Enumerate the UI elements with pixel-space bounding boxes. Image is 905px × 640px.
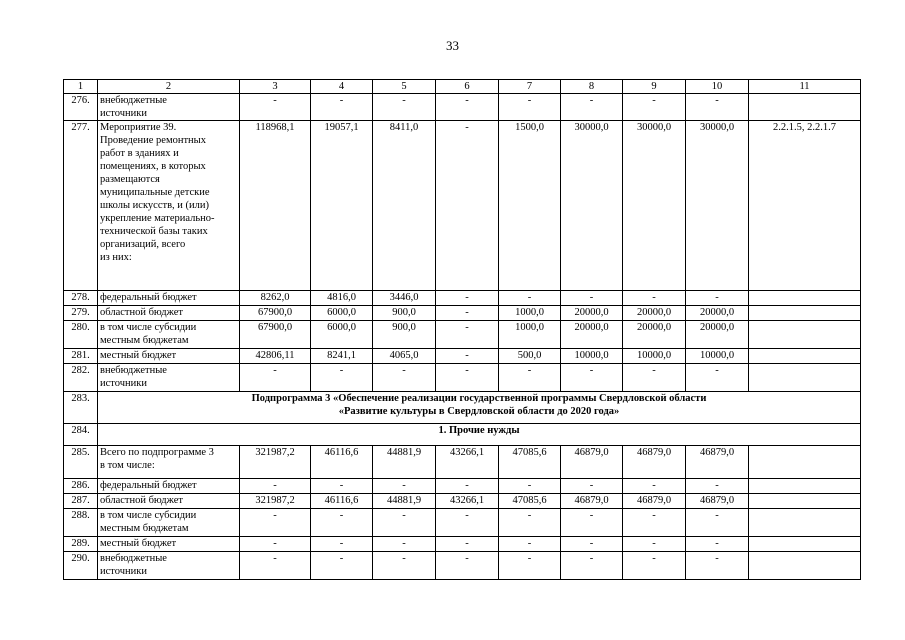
row-label: внебюджетные источники — [98, 94, 240, 121]
table-row — [64, 509, 861, 537]
row-number: 287. — [64, 494, 98, 509]
value-cell: - — [686, 537, 749, 552]
value-cell: 900,0 — [373, 306, 436, 321]
value-cell: 6000,0 — [311, 321, 373, 349]
value-cell: 44881,9 — [373, 494, 436, 509]
column-header: 4 — [311, 80, 373, 94]
value-cell: - — [499, 291, 561, 306]
value-cell: - — [436, 94, 499, 121]
value-cell: - — [436, 552, 499, 580]
value-cell: 20000,0 — [686, 306, 749, 321]
value-cell: - — [240, 552, 311, 580]
row-number: 283. — [64, 392, 98, 424]
value-cell: 3446,0 — [373, 291, 436, 306]
target-ref-cell — [749, 291, 861, 306]
column-header: 2 — [98, 80, 240, 94]
value-cell: 1000,0 — [499, 321, 561, 349]
value-cell: - — [436, 321, 499, 349]
target-ref-cell: 2.2.1.5, 2.2.1.7 — [749, 121, 861, 291]
row-label: местный бюджет — [98, 537, 240, 552]
value-cell: - — [311, 537, 373, 552]
value-cell: - — [623, 509, 686, 537]
column-header: 5 — [373, 80, 436, 94]
target-ref-cell — [749, 537, 861, 552]
value-cell: 46879,0 — [561, 446, 623, 479]
row-label: внебюджетные источники — [98, 364, 240, 392]
value-cell: - — [499, 364, 561, 392]
row-number: 278. — [64, 291, 98, 306]
value-cell: - — [436, 509, 499, 537]
value-cell: - — [373, 537, 436, 552]
value-cell: - — [436, 364, 499, 392]
row-number: 279. — [64, 306, 98, 321]
value-cell: - — [311, 509, 373, 537]
value-cell: - — [561, 537, 623, 552]
value-cell: 20000,0 — [623, 306, 686, 321]
table-row — [64, 94, 861, 121]
value-cell: 46879,0 — [561, 494, 623, 509]
value-cell: - — [373, 552, 436, 580]
section-title-row — [64, 392, 861, 424]
value-cell: 1000,0 — [499, 306, 561, 321]
value-cell: - — [436, 537, 499, 552]
value-cell: - — [240, 364, 311, 392]
row-number: 288. — [64, 509, 98, 537]
value-cell: - — [499, 94, 561, 121]
target-ref-cell — [749, 479, 861, 494]
value-cell: 20000,0 — [686, 321, 749, 349]
value-cell: 10000,0 — [686, 349, 749, 364]
value-cell: 6000,0 — [311, 306, 373, 321]
section-title: 1. Прочие нужды — [98, 424, 861, 446]
value-cell: 46879,0 — [623, 446, 686, 479]
page-number: 33 — [446, 38, 459, 53]
value-cell: 30000,0 — [623, 121, 686, 291]
row-label: областной бюджет — [98, 494, 240, 509]
value-cell: - — [686, 509, 749, 537]
value-cell: 8411,0 — [373, 121, 436, 291]
row-number: 285. — [64, 446, 98, 479]
value-cell: 118968,1 — [240, 121, 311, 291]
value-cell: - — [373, 94, 436, 121]
value-cell: 10000,0 — [623, 349, 686, 364]
value-cell: - — [240, 479, 311, 494]
value-cell: 8262,0 — [240, 291, 311, 306]
value-cell: 43266,1 — [436, 446, 499, 479]
target-ref-cell — [749, 552, 861, 580]
row-label: Мероприятие 39. Проведение ремонтных работ в зданиях и помещениях, в которых размещаются муниципальные детские школы искусств, и (или) укрепление материально- технической базы таких организаций, всего из них: — [98, 121, 240, 291]
table-row — [64, 291, 861, 306]
value-cell: - — [623, 364, 686, 392]
value-cell: 46116,6 — [311, 446, 373, 479]
row-label: внебюджетные источники — [98, 552, 240, 580]
value-cell: 42806,11 — [240, 349, 311, 364]
value-cell: 30000,0 — [561, 121, 623, 291]
value-cell: - — [499, 537, 561, 552]
table-row — [64, 306, 861, 321]
value-cell: 10000,0 — [561, 349, 623, 364]
column-header-row — [64, 80, 861, 94]
value-cell: - — [561, 552, 623, 580]
target-ref-cell — [749, 446, 861, 479]
value-cell: - — [436, 121, 499, 291]
target-ref-cell — [749, 94, 861, 121]
value-cell: 20000,0 — [561, 306, 623, 321]
row-number: 282. — [64, 364, 98, 392]
value-cell: - — [561, 291, 623, 306]
value-cell: 46116,6 — [311, 494, 373, 509]
value-cell: 43266,1 — [436, 494, 499, 509]
value-cell: 1500,0 — [499, 121, 561, 291]
value-cell: - — [623, 94, 686, 121]
value-cell: - — [623, 479, 686, 494]
table-row — [64, 552, 861, 580]
table-row — [64, 321, 861, 349]
value-cell: 20000,0 — [623, 321, 686, 349]
value-cell: - — [561, 94, 623, 121]
row-label: в том числе субсидии местным бюджетам — [98, 509, 240, 537]
target-ref-cell — [749, 509, 861, 537]
target-ref-cell — [749, 364, 861, 392]
value-cell: 19057,1 — [311, 121, 373, 291]
value-cell: - — [499, 509, 561, 537]
row-label: местный бюджет — [98, 349, 240, 364]
table-row — [64, 446, 861, 479]
table-row — [64, 349, 861, 364]
table-row — [64, 121, 861, 291]
column-header: 9 — [623, 80, 686, 94]
value-cell: - — [561, 364, 623, 392]
value-cell: - — [686, 364, 749, 392]
row-label: федеральный бюджет — [98, 479, 240, 494]
target-ref-cell — [749, 494, 861, 509]
value-cell: 46879,0 — [686, 446, 749, 479]
column-header: 10 — [686, 80, 749, 94]
table-row — [64, 494, 861, 509]
row-label: Всего по подпрограмме 3 в том числе: — [98, 446, 240, 479]
value-cell: - — [499, 479, 561, 494]
row-label: федеральный бюджет — [98, 291, 240, 306]
value-cell: - — [311, 94, 373, 121]
target-ref-cell — [749, 349, 861, 364]
value-cell: - — [240, 94, 311, 121]
value-cell: 900,0 — [373, 321, 436, 349]
value-cell: 47085,6 — [499, 446, 561, 479]
value-cell: - — [686, 94, 749, 121]
row-number: 284. — [64, 424, 98, 446]
table-row — [64, 537, 861, 552]
table-row — [64, 479, 861, 494]
column-header: 1 — [64, 80, 98, 94]
value-cell: 4816,0 — [311, 291, 373, 306]
value-cell: - — [686, 552, 749, 580]
value-cell: - — [436, 349, 499, 364]
value-cell: - — [311, 364, 373, 392]
table-row — [64, 364, 861, 392]
column-header: 7 — [499, 80, 561, 94]
value-cell: - — [311, 479, 373, 494]
value-cell: - — [561, 509, 623, 537]
value-cell: - — [373, 479, 436, 494]
value-cell: - — [623, 291, 686, 306]
value-cell: - — [623, 552, 686, 580]
value-cell: - — [436, 306, 499, 321]
value-cell: 30000,0 — [686, 121, 749, 291]
value-cell: 321987,2 — [240, 494, 311, 509]
value-cell: 67900,0 — [240, 321, 311, 349]
budget-table — [63, 79, 861, 580]
column-header: 8 — [561, 80, 623, 94]
value-cell: 4065,0 — [373, 349, 436, 364]
value-cell: - — [373, 364, 436, 392]
target-ref-cell — [749, 321, 861, 349]
value-cell: - — [436, 291, 499, 306]
section-title-row — [64, 424, 861, 446]
value-cell: - — [240, 537, 311, 552]
row-number: 277. — [64, 121, 98, 291]
value-cell: - — [311, 552, 373, 580]
row-number: 289. — [64, 537, 98, 552]
value-cell: 8241,1 — [311, 349, 373, 364]
value-cell: - — [686, 291, 749, 306]
value-cell: 500,0 — [499, 349, 561, 364]
row-number: 286. — [64, 479, 98, 494]
row-label: в том числе субсидии местным бюджетам — [98, 321, 240, 349]
value-cell: - — [240, 509, 311, 537]
row-label: областной бюджет — [98, 306, 240, 321]
value-cell: - — [686, 479, 749, 494]
value-cell: - — [436, 479, 499, 494]
value-cell: - — [623, 537, 686, 552]
value-cell: 44881,9 — [373, 446, 436, 479]
row-number: 281. — [64, 349, 98, 364]
row-number: 290. — [64, 552, 98, 580]
value-cell: 46879,0 — [686, 494, 749, 509]
value-cell: 321987,2 — [240, 446, 311, 479]
value-cell: 20000,0 — [561, 321, 623, 349]
row-number: 280. — [64, 321, 98, 349]
value-cell: - — [373, 509, 436, 537]
value-cell: 46879,0 — [623, 494, 686, 509]
row-number: 276. — [64, 94, 98, 121]
column-header: 6 — [436, 80, 499, 94]
column-header: 3 — [240, 80, 311, 94]
column-header: 11 — [749, 80, 861, 94]
section-title: Подпрограмма 3 «Обеспечение реализации государственной программы Свердловской области «Развитие культуры в Свердловской области до 2020 года» — [98, 392, 861, 424]
value-cell: - — [499, 552, 561, 580]
target-ref-cell — [749, 306, 861, 321]
value-cell: 47085,6 — [499, 494, 561, 509]
value-cell: 67900,0 — [240, 306, 311, 321]
value-cell: - — [561, 479, 623, 494]
